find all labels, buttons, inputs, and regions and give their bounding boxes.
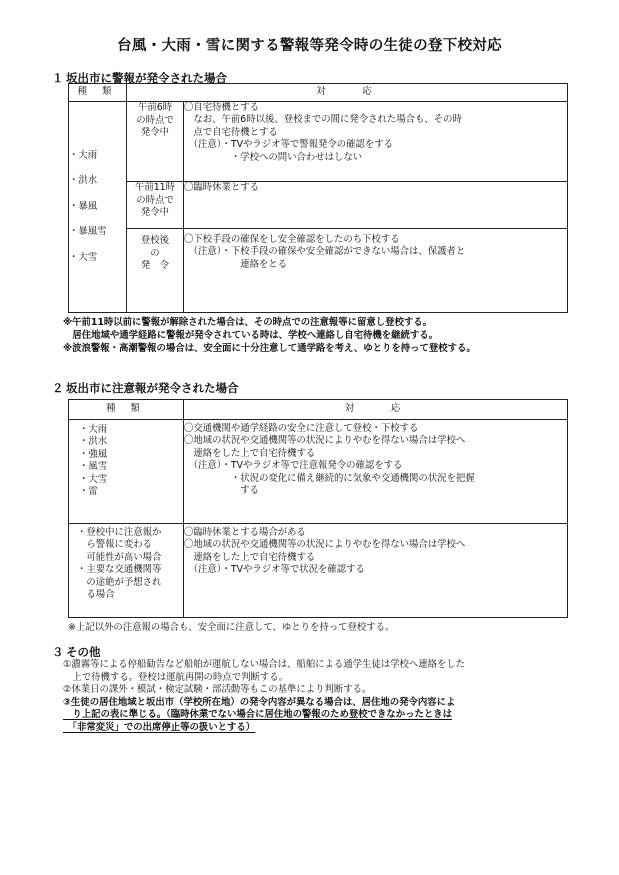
- advisory-kind-item: る場合: [77, 589, 115, 601]
- response-line: 点で自宅待機とする: [184, 126, 278, 138]
- timing-line: の時点で: [136, 194, 174, 206]
- note-line: 居住地域や通学経路に警報が発令されている時は、学校へ連絡し自宅待機を継続する。: [63, 330, 439, 342]
- response-line: する: [184, 485, 260, 497]
- timing-line: 発令中: [140, 207, 170, 219]
- response-line: 〇地域の状況や交通機関等の状況によりやむを得ない場合は学校へ: [184, 435, 466, 447]
- response-line: 〇交通機関や通学経路の安全に注意して登校・下校する: [184, 423, 419, 434]
- document-title: 台風・大雨・雪に関する警報等発令時の生徒の登下校対応: [117, 38, 502, 54]
- response-line: 連絡をした上で自宅待機する: [184, 447, 316, 459]
- timing-line: 発 令: [140, 260, 170, 272]
- advisory-kind-item: ・風雪: [79, 461, 108, 473]
- response-cell-6am: [184, 102, 568, 182]
- response-line: 〇臨時休業とする: [184, 182, 260, 193]
- warning-table: [68, 83, 568, 313]
- timing-cell-6am: [127, 102, 184, 182]
- other-item-bold-line: 「非常変災」での出席停止等の扱いとする）: [63, 721, 256, 733]
- timing-line: の時点で: [136, 114, 174, 126]
- advisory-kind-item: ・主要な交通機関等: [77, 564, 162, 576]
- response-line: ・学校への問い合わせはしない: [184, 151, 363, 163]
- warning-kind-item: ・洪水: [69, 175, 98, 187]
- response-line: 〇自宅待機とする: [184, 102, 260, 113]
- response-line: 〇下校手段の確保をし安全確認をしたのち下校する: [184, 234, 400, 245]
- section1-title: 坂出市に警報が発令された場合: [66, 71, 227, 85]
- advisory-kind-item: の途絶が予想され: [77, 576, 162, 588]
- note-line: ※波浪警報・高潮警報の場合は、安全面に十分注意して通学路を考え、ゆとりを持って登校する。: [63, 343, 476, 355]
- response-line: 〇地域の状況や交通機関等の状況によりやむを得ない場合は学校へ: [184, 539, 466, 551]
- section1-notes: [63, 316, 476, 356]
- advisory-kind-item: ・強風: [79, 448, 108, 460]
- timing-line: 発令中: [140, 127, 170, 139]
- advisory-kind-item: ・洪水: [79, 436, 108, 448]
- advisory-col-response: 対 応: [184, 400, 568, 420]
- advisory-kinds-cell-2: [69, 524, 184, 618]
- response-line: 連絡をした上で自宅待機する: [184, 551, 316, 563]
- other-item-line: ②休業日の課外・模試・検定試験・部活動等もこの基準により判断する。: [63, 684, 372, 696]
- advisory-kind-item: ・大雪: [79, 473, 108, 485]
- advisory-kinds-cell: [69, 420, 184, 524]
- section3-body: [63, 659, 583, 735]
- other-item-bold-line: り上記の表に準じる。（臨時休業でない場合に居住地の警報のため登校できなかったときは: [63, 709, 453, 721]
- response-line: なお、午前6時以後、登校までの間に発令された場合も、その時: [184, 114, 462, 126]
- response-line: （注意）・TVやラジオ等で警報発令の確認をする: [184, 139, 394, 151]
- advisory-kind-item: ・登校中に注意報か: [77, 527, 162, 538]
- timing-cell-11am: [127, 182, 184, 229]
- response-line: 連絡をとる: [184, 258, 288, 270]
- response-line: ・状況の変化に備え継続的に気象や交通機関の状況を把握: [184, 472, 475, 484]
- warning-kind-item: ・大雪: [69, 251, 98, 263]
- advisory-kind-item: ・雷: [79, 486, 98, 498]
- advisory-kind-item: 可能性が高い場合: [77, 551, 162, 563]
- warning-kinds-cell: [69, 102, 127, 313]
- timing-line: 登校後: [140, 235, 170, 246]
- warning-col-response: 対 応: [127, 84, 568, 102]
- section2-heading: [52, 380, 239, 396]
- section1-number: １: [52, 71, 64, 85]
- advisory-kind-item: ・大雨: [79, 424, 108, 435]
- warning-kind-item: ・大雨: [69, 149, 98, 161]
- other-item-line: 上で待機する。登校は運航再開の時点で判断する。: [63, 671, 289, 683]
- section2-number: ２: [52, 381, 64, 395]
- warning-col-kind: 種 類: [69, 84, 127, 102]
- response-cell-after-arrival: [184, 229, 568, 313]
- warning-kind-item: ・暴風雪: [69, 226, 107, 238]
- advisory-kind-item: ら警報に変わる: [77, 539, 153, 551]
- section2-note: ※上記以外の注意報の場合も、安全面に注意して、ゆとりを持って登校する。: [68, 622, 395, 633]
- section3-number: ３: [52, 645, 64, 659]
- response-cell-11am: [184, 182, 568, 229]
- timing-cell-after-arrival: [127, 229, 184, 313]
- timing-line: の: [150, 247, 160, 259]
- response-line: （注意）・下校手段の確保や安全確認ができない場合は、保護者と: [184, 246, 466, 258]
- note-line: ※午前11時以前に警報が解除された場合は、その時点での注意報等に留意し登校する。: [63, 317, 433, 328]
- timing-line: 午前6時: [137, 102, 173, 113]
- other-item-line: ①濃霧等による停船勧告など船舶が運航しない場合は、船舶による通学生徒は学校へ連絡をした: [63, 659, 466, 670]
- section3-heading: [52, 644, 101, 660]
- response-line: 〇臨時休業とする場合がある: [184, 527, 306, 538]
- advisory-response-cell-2: [184, 524, 568, 618]
- advisory-response-cell-1: [184, 420, 568, 524]
- section2-title: 坂出市に注意報が発令された場合: [66, 381, 239, 395]
- timing-line: 午前11時: [134, 182, 176, 193]
- response-line: （注意）・TVやラジオ等で注意報発令の確認をする: [184, 460, 403, 472]
- warning-kind-item: ・暴風: [69, 200, 98, 212]
- other-item-bold-line: ③生徒の居住地域と坂出市（学校所在地）の発令内容が異なる場合は、居住地の発令内容によ: [63, 696, 456, 708]
- advisory-col-kind: 種 類: [69, 400, 184, 420]
- section3-title: その他: [66, 645, 101, 659]
- response-line: （注意）・TVやラジオ等で状況を確認する: [184, 564, 365, 576]
- advisory-table: [68, 399, 568, 618]
